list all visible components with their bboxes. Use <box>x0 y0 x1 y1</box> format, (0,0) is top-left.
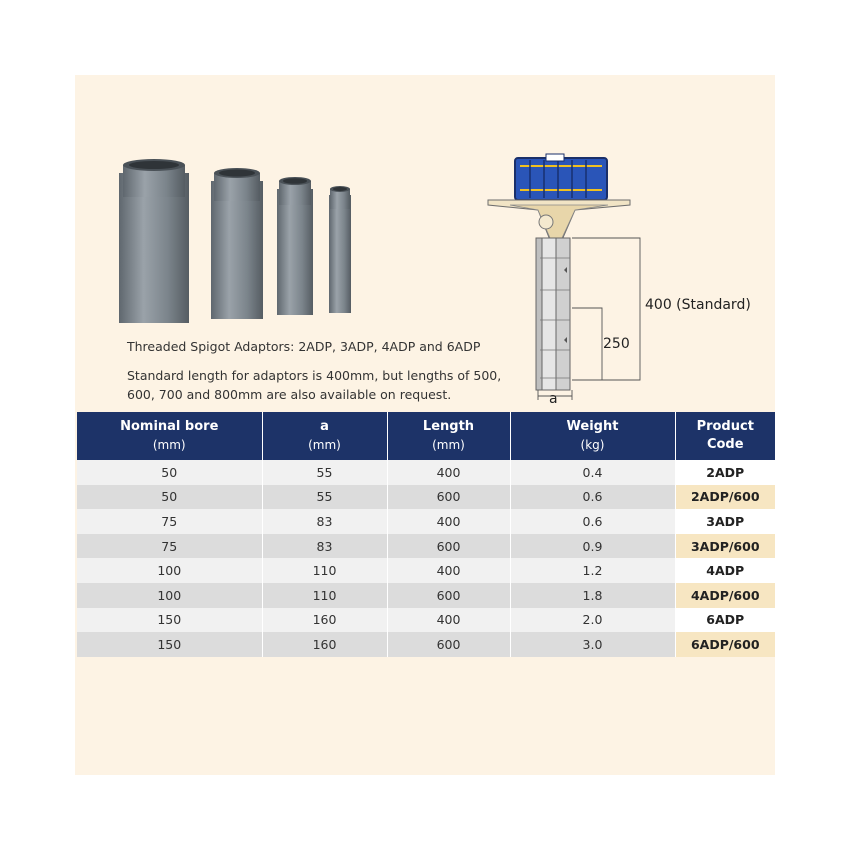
cell-weight: 1.2 <box>510 558 675 583</box>
dimension-standard-label: 400 (Standard) <box>645 297 751 313</box>
table-row <box>77 583 775 608</box>
cell-weight: 3.0 <box>510 632 675 657</box>
header-nominal-bore: Nominal bore (mm) <box>77 412 262 460</box>
cell-a: 110 <box>262 583 387 608</box>
cell-length: 600 <box>387 583 510 608</box>
cell-bore: 75 <box>77 509 262 534</box>
cell-weight: 0.6 <box>510 485 675 510</box>
cell-length: 600 <box>387 632 510 657</box>
table-row <box>77 608 775 633</box>
cell-a: 83 <box>262 509 387 534</box>
cell-a: 55 <box>262 460 387 485</box>
spigot-adaptors-image <box>105 155 365 330</box>
table-row <box>77 558 775 583</box>
cell-length: 400 <box>387 558 510 583</box>
cell-weight: 0.4 <box>510 460 675 485</box>
cell-product-code: 4ADP <box>675 558 775 583</box>
cell-a: 110 <box>262 558 387 583</box>
cell-bore: 75 <box>77 534 262 559</box>
dimension-250-label: 250 <box>603 336 630 352</box>
cell-bore: 50 <box>77 485 262 510</box>
cell-bore: 150 <box>77 608 262 633</box>
cell-length: 400 <box>387 608 510 633</box>
cell-product-code: 2ADP <box>675 460 775 485</box>
cell-product-code: 6ADP <box>675 608 775 633</box>
table-row <box>77 460 775 485</box>
cell-length: 400 <box>387 509 510 534</box>
table-row <box>77 632 775 657</box>
outlet-diagram <box>480 150 770 415</box>
table-header-row <box>77 412 775 460</box>
header-weight: Weight (kg) <box>510 412 675 460</box>
cell-a: 160 <box>262 632 387 657</box>
cell-bore: 150 <box>77 632 262 657</box>
specification-table <box>77 412 775 657</box>
cell-bore: 100 <box>77 558 262 583</box>
header-product-code: Product Code <box>675 412 775 460</box>
cell-length: 600 <box>387 534 510 559</box>
product-panel <box>75 75 775 775</box>
cell-product-code: 3ADP <box>675 509 775 534</box>
header-length: Length (mm) <box>387 412 510 460</box>
cell-product-code: 6ADP/600 <box>675 632 775 657</box>
cell-weight: 1.8 <box>510 583 675 608</box>
cell-product-code: 2ADP/600 <box>675 485 775 510</box>
cell-length: 600 <box>387 485 510 510</box>
product-caption-description: Standard length for adaptors is 400mm, but lengths of 500, 600, 700 and 800mm are also available on request. <box>127 368 502 402</box>
table-row <box>77 485 775 510</box>
cell-product-code: 3ADP/600 <box>675 534 775 559</box>
cell-product-code: 4ADP/600 <box>675 583 775 608</box>
dimension-a-label: a <box>549 391 558 407</box>
cell-weight: 0.9 <box>510 534 675 559</box>
header-a: a (mm) <box>262 412 387 460</box>
cell-a: 160 <box>262 608 387 633</box>
cell-weight: 2.0 <box>510 608 675 633</box>
table-row <box>77 509 775 534</box>
cell-bore: 100 <box>77 583 262 608</box>
product-caption-title: Threaded Spigot Adaptors: 2ADP, 3ADP, 4ADP and 6ADP <box>127 339 481 354</box>
cell-weight: 0.6 <box>510 509 675 534</box>
cell-length: 400 <box>387 460 510 485</box>
cell-a: 55 <box>262 485 387 510</box>
table-row <box>77 534 775 559</box>
cell-bore: 50 <box>77 460 262 485</box>
cell-a: 83 <box>262 534 387 559</box>
